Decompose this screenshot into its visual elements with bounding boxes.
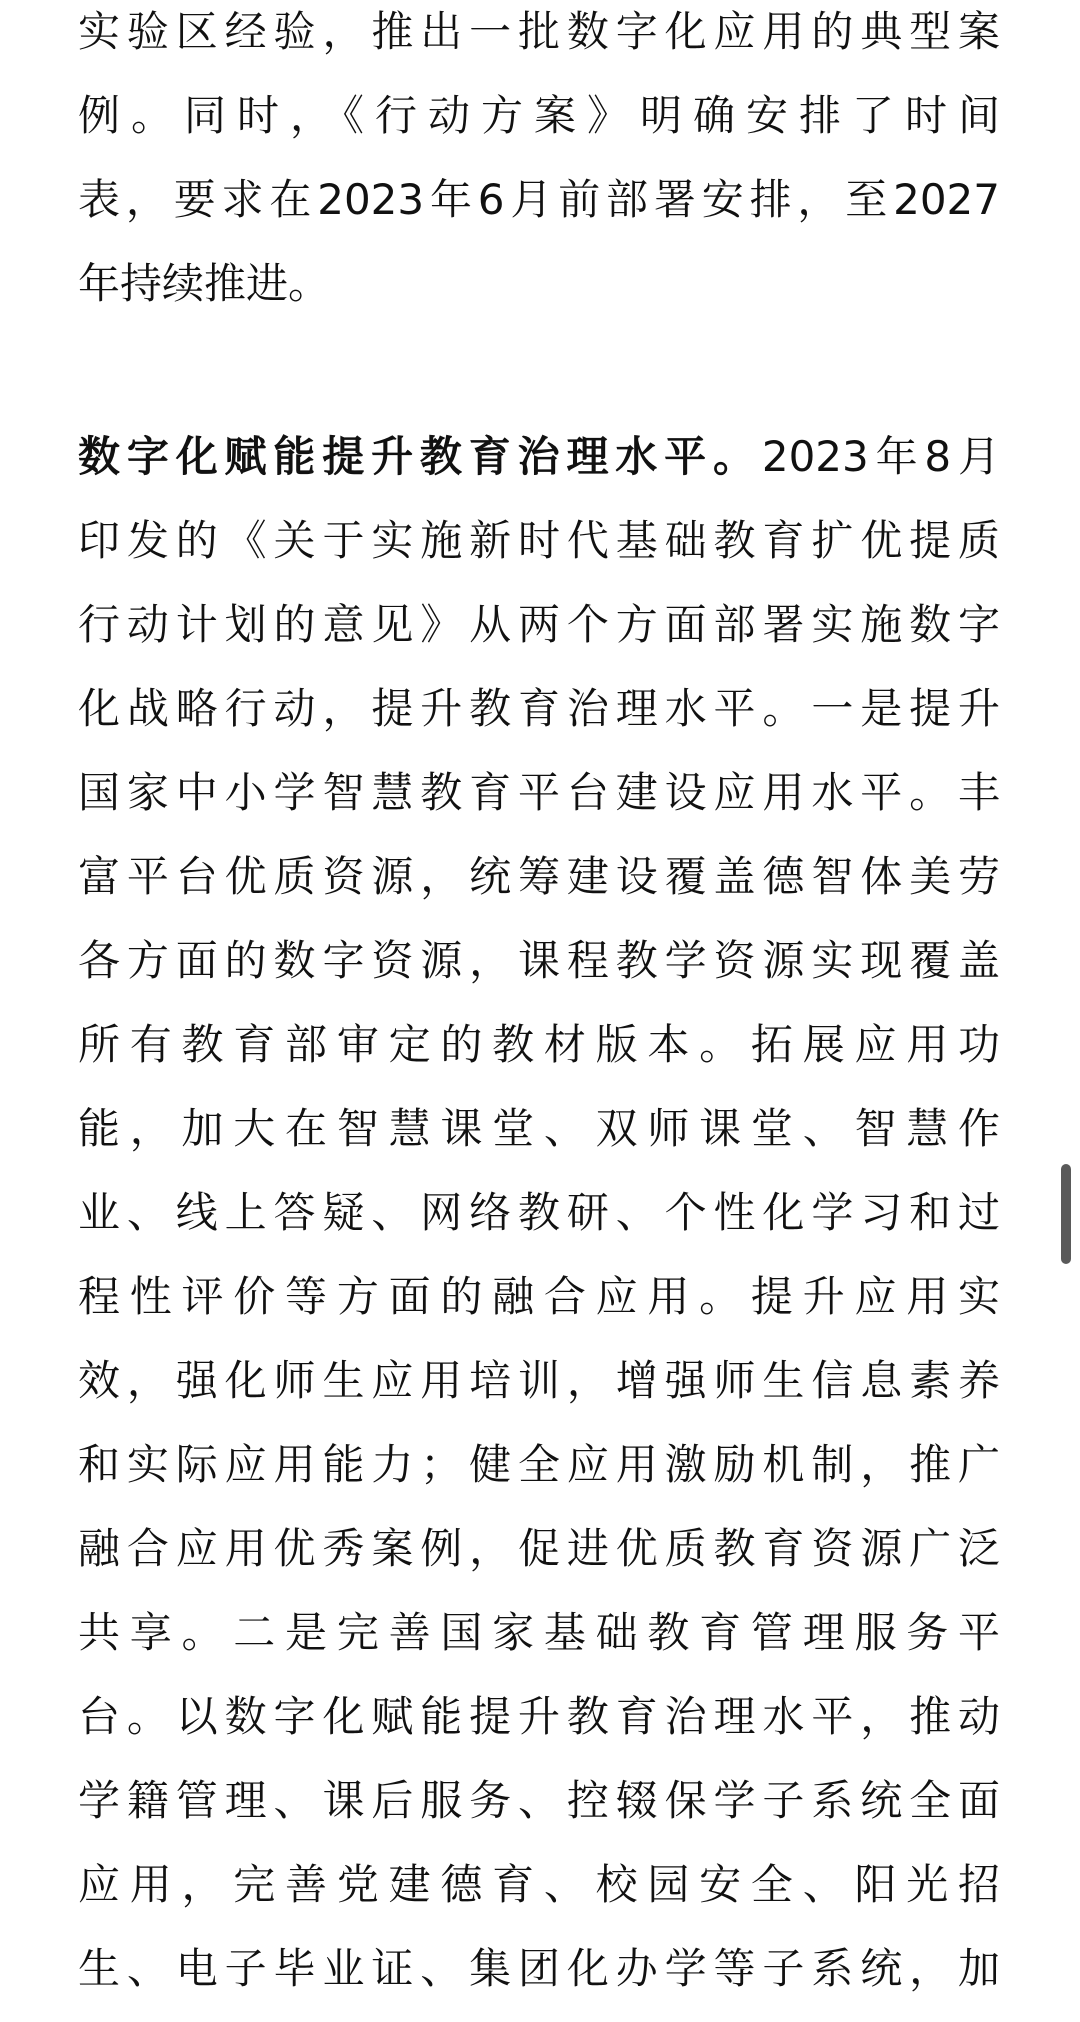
text-line: 年持续推进。 [78,259,331,308]
text-line: 和实际应用能力；健全应用激励机制，推广 [78,1440,1000,1489]
text-line: 行动计划的意见》从两个方面部署实施数字 [78,600,1000,649]
text-line: 共享。二是完善国家基础教育管理服务平 [78,1608,1000,1657]
text-line: 国家中小学智慧教育平台建设应用水平。丰 [78,768,1000,817]
text-line: 效，强化师生应用培训，增强师生信息素养 [78,1356,1000,1405]
text-line: 富平台优质资源，统筹建设覆盖德智体美劳 [78,852,1000,901]
text-line-with-heading [78,415,1000,499]
text-line: 学籍管理、课后服务、控辍保学子系统全面 [78,1776,1000,1825]
text-line: 实验区经验，推出一批数字化应用的典型案 [78,7,1000,56]
text-line: 表，要求在2023年6月前部署安排，至2027 [78,175,1000,224]
text-line: 各方面的数字资源，课程教学资源实现覆盖 [78,936,1000,985]
paragraph-lead-heading: 数字化赋能提升教育治理水平。 [78,432,762,481]
text-line: 化战略行动，提升教育治理水平。一是提升 [78,684,1000,733]
text-line: 印发的《关于实施新时代基础教育扩优提质 [78,516,1000,565]
text-line: 应用，完善党建德育、校园安全、阳光招 [78,1860,1000,1909]
text-line: 例。同时，《行动方案》明确安排了时间 [78,91,1000,140]
text-line: 台。以数字化赋能提升教育治理水平，推动 [78,1692,1000,1741]
text-line: 程性评价等方面的融合应用。提升应用实 [78,1272,1000,1321]
vertical-scrollbar-thumb[interactable] [1061,1164,1071,1264]
text-line: 业、线上答疑、网络教研、个性化学习和过 [78,1188,1000,1237]
text-line: 融合应用优秀案例，促进优质教育资源广泛 [78,1524,1000,1573]
text-fragment: 2023年8月 [761,432,1000,481]
text-line: 生、电子毕业证、集团化办学等子系统，加 [78,1944,1000,1993]
text-line: 能，加大在智慧课堂、双师课堂、智慧作 [78,1104,1000,1153]
text-line: 所有教育部审定的教材版本。拓展应用功 [78,1020,1000,1069]
